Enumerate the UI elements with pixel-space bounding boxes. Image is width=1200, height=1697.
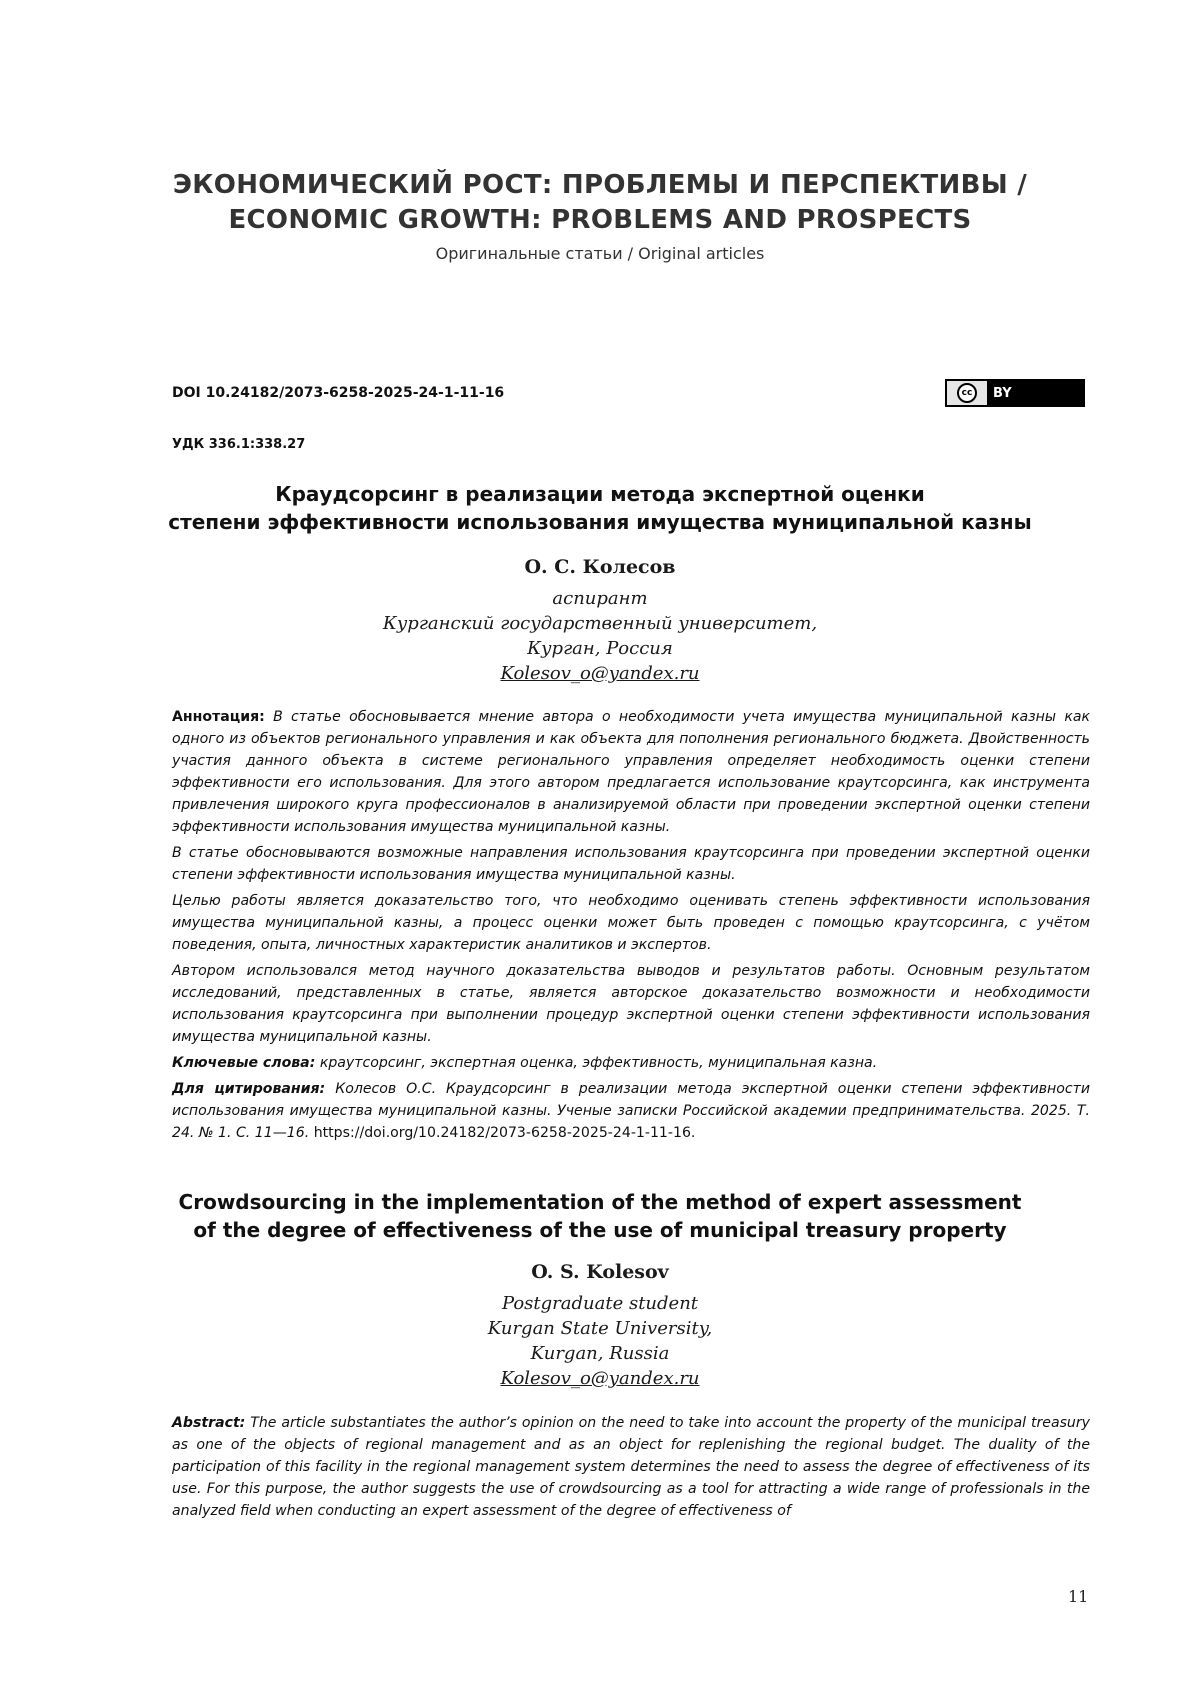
abstract-label: Abstract: xyxy=(172,1415,246,1431)
cc-icon xyxy=(947,381,987,405)
keywords-label: Ключевые слова: xyxy=(172,1055,316,1071)
author-name-en: O. S. Kolesov xyxy=(531,1261,669,1283)
annotation-paragraph: В статье обосновываются возможные направления использования краутсорсинга при проведении экспертной оценки степени эффективности использования имущества муниципальной казны. xyxy=(172,845,1090,883)
abstract-en xyxy=(172,1412,1090,1526)
article-title-ru-line1: Краудсорсинг в реализации метода экспертной оценки xyxy=(275,482,925,506)
citation-text: Колесов О.С. Краудсорсинг в реализации метода экспертной оценки степени эффективности использования имущества муниципальной казны. Ученые записки Российской академии предпринимательства. 2025. Т. 24. № 1. С. 11—16. xyxy=(172,1081,1091,1141)
citation-doi-link[interactable]: https://doi.org/10.24182/2073-6258-2025-24-1-11-16. xyxy=(313,1125,696,1141)
annotation-ru xyxy=(172,706,1090,1148)
article-title-ru-line2: степени эффективности использования имущества муниципальной казны xyxy=(168,510,1032,534)
annotation-label: Аннотация: xyxy=(172,709,265,725)
cc-by-label: BY xyxy=(993,385,1012,401)
cc-circle-text: cc xyxy=(957,383,977,403)
annotation-paragraph xyxy=(172,706,1090,838)
author-email-ru-link[interactable]: Kolesov_o@yandex.ru xyxy=(500,663,700,684)
annotation-paragraph: Автором использовался метод научного доказательства выводов и результатов работы. Основным результатом исследований, представленных в статье, является авторское доказательство возможности и необходимости использования краутсорсинга при выполнении процедур экспертной оценки степени эффективности использования имущества муниципальной казны. xyxy=(172,963,1090,1045)
keywords-text: краутсорсинг, экспертная оценка, эффективность, муниципальная казна. xyxy=(319,1055,878,1071)
annotation-text: В статье обосновывается мнение автора о необходимости учета имущества муниципальной казны как одного из объектов регионального управления и как объекта для пополнения регионального бюджета. Двойственность участия данного объекта в системе регионального управления определяет необходимость оценки степени эффективности его использования. Для этого автором предлагается использование краутсорсинга, как инструмента привлечения широкого круга профессионалов в анализируемой области при проведении экспертной оценки степени эффективности использования имущества муниципальной казны. xyxy=(172,709,1090,835)
section-label: Оригинальные статьи / Original articles xyxy=(435,244,765,263)
journal-header xyxy=(0,168,1200,263)
author-position-en: Postgraduate student xyxy=(501,1293,699,1314)
author-email-en-link[interactable]: Kolesov_o@yandex.ru xyxy=(500,1368,700,1389)
article-title-ru xyxy=(0,480,1200,536)
doi: DOI 10.24182/2073-6258-2025-24-1-11-16 xyxy=(172,385,505,401)
page-number: 11 xyxy=(1068,1587,1089,1606)
author-university-ru: Курганский государственный университет, xyxy=(382,613,818,634)
abstract-paragraph xyxy=(172,1412,1090,1522)
journal-title-line1: ЭКОНОМИЧЕСКИЙ РОСТ: ПРОБЛЕМЫ И ПЕРСПЕКТИВЫ / xyxy=(172,170,1028,200)
author-city-ru: Курган, Россия xyxy=(527,638,673,659)
author-block-en xyxy=(0,1259,1200,1391)
article-title-en-line2: of the degree of effectiveness of the use of municipal treasury property xyxy=(193,1218,1007,1242)
journal-title-line2: ECONOMIC GROWTH: PROBLEMS AND PROSPECTS xyxy=(228,205,972,235)
keywords-paragraph xyxy=(172,1052,1090,1074)
citation-label: Для цитирования: xyxy=(172,1081,326,1097)
cc-by-license-badge[interactable] xyxy=(945,379,1085,407)
article-title-en-line1: Crowdsourcing in the implementation of the method of expert assessment xyxy=(178,1190,1022,1214)
citation-paragraph xyxy=(172,1078,1090,1144)
author-city-en: Kurgan, Russia xyxy=(530,1343,670,1364)
author-name-ru: О. С. Колесов xyxy=(524,556,676,578)
author-block-ru xyxy=(0,554,1200,686)
annotation-paragraph: Целью работы является доказательство того, что необходимо оценивать степень эффективности использования имущества муниципальной казны, а процесс оценки может быть проведен с помощью краутсорсинга, с учётом поведения, опыта, личностных характеристик аналитиков и экспертов. xyxy=(172,893,1090,953)
author-university-en: Kurgan State University, xyxy=(487,1318,713,1339)
abstract-text: The article substantiates the author’s opinion on the need to take into account the property of the municipal treasury as one of the objects of regional management and as an object for replenishing the regional budget. The duality of the participation of this facility in the regional management system determines the need to assess the degree of effectiveness of its use. For this purpose, the author suggests the use of crowdsourcing as a tool for attracting a wide range of professionals in the analyzed field when conducting an expert assessment of the degree of effectiveness of xyxy=(172,1415,1091,1519)
author-position-ru: аспирант xyxy=(552,588,648,609)
udk: УДК 336.1:338.27 xyxy=(172,437,306,452)
article-title-en xyxy=(0,1188,1200,1244)
